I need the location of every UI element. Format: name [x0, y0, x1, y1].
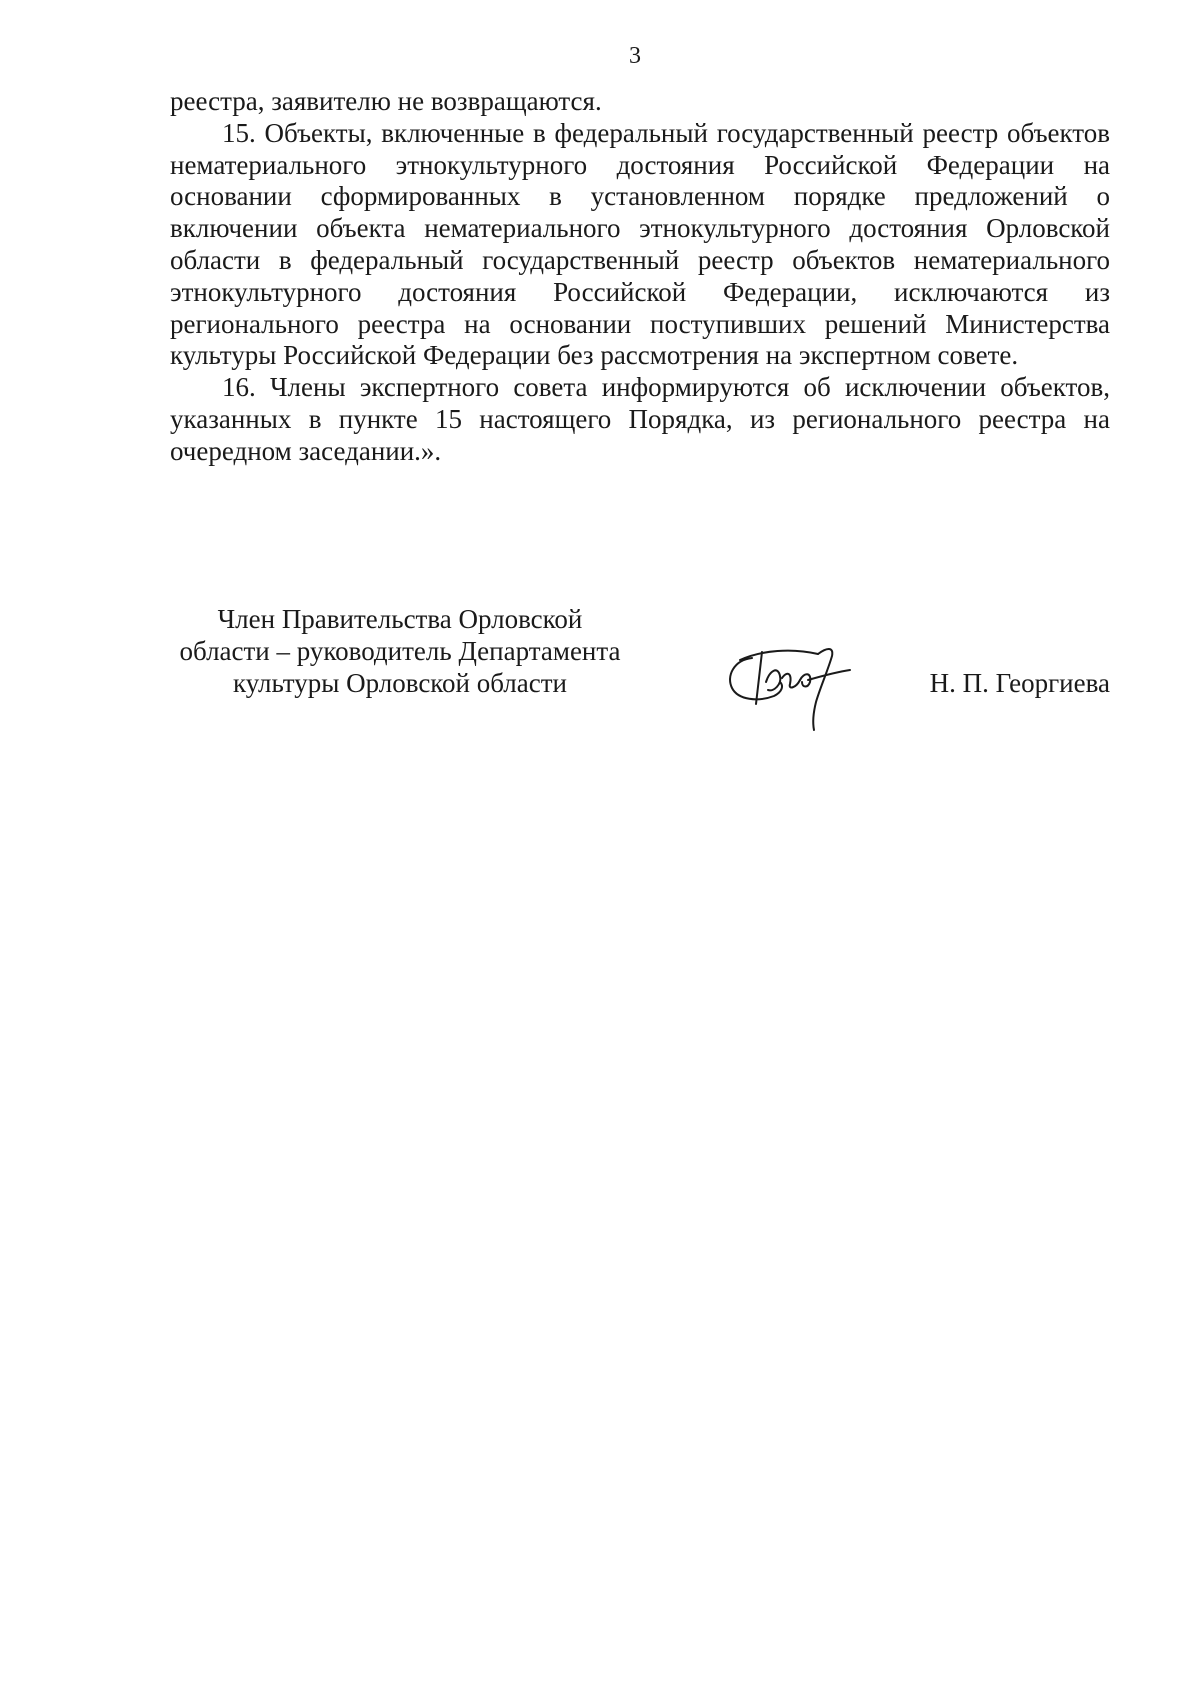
handwritten-signature-icon [722, 630, 870, 738]
page-number: 3 [629, 43, 641, 69]
document-body [170, 86, 1110, 468]
signatory-position-line-2: области – руководитель Департамента [179, 635, 621, 666]
signatory-name: Н. П. Георгиева [929, 668, 1110, 698]
signatory-position [150, 604, 650, 699]
paragraph-item-15: 15. Объекты, включенные в федеральный государственный реестр объектов нематериального этнокультурного достояния Российской Федерации на основании сформированных в установленном порядке предложений о включении объекта нематериального этнокультурного достояния Орловской области в федеральный государственный реестр объектов нематериального этнокультурного достояния Российской Федерации, исключаются из регионального реестра на основании поступивших решений Министерства культуры Российской Федерации без рассмотрения на экспертном совете. [170, 117, 1110, 371]
paragraph-continuation: реестра, заявителю не возвращаются. [170, 86, 602, 116]
signatory-position-line-3: культуры Орловской области [232, 667, 568, 698]
signatory-position-line-1: Член Правительства Орловской [217, 604, 583, 634]
paragraph-item-16: 16. Члены экспертного совета информируются об исключении объектов, указанных в пункте 15 настоящего Порядка, из регионального реестра на очередном заседании.». [170, 372, 1110, 466]
